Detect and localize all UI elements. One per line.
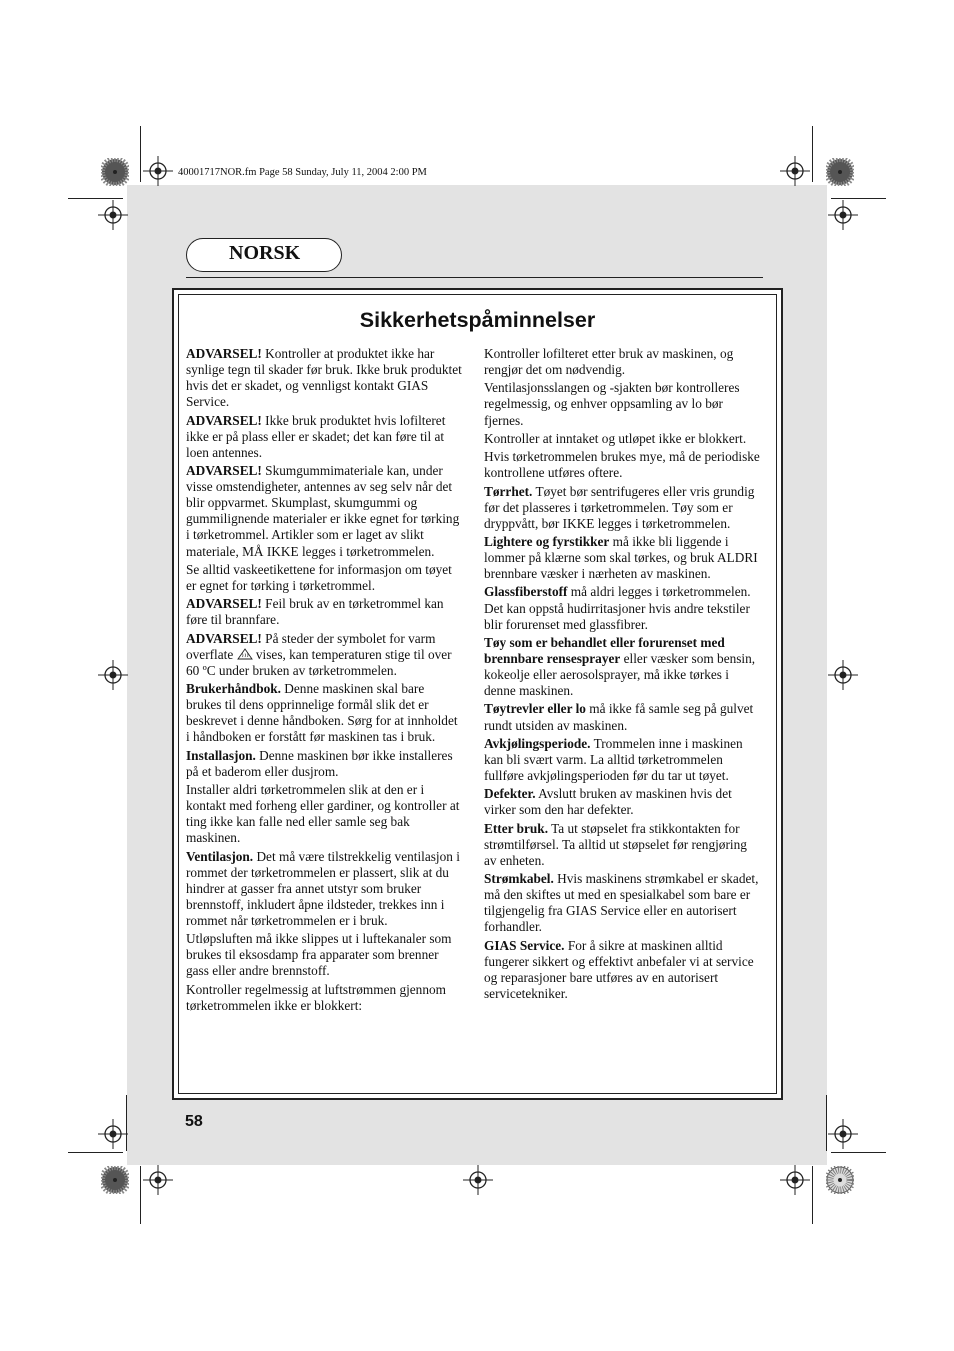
paragraph-text: vises, kan temperaturen stige til over 60 ºC under bruken av tørketrommelen. xyxy=(186,646,452,678)
paragraph-heading: Etter bruk. xyxy=(484,820,549,836)
paragraph-text: Kontroller at produktet ikke har synlige tegn til skader før bruk. Ikke bruk produktet hvis det er skadet, og vennligst kontakt GIAS Service. xyxy=(186,346,462,410)
paragraph-text: eller væsker som bensin, kokeolje eller aerosolsprayer, må ikke tørkes i denne maskinen. xyxy=(484,651,756,699)
paragraph-text: Se alltid vaskeetikettene for informasjon om tøyet er egnet for tørking i tørketrommel. xyxy=(186,561,452,593)
paragraph-text: Hvis tørketrommelen brukes mye, må de periodiske kontrollene utføres oftere. xyxy=(484,449,760,481)
paragraph xyxy=(186,748,462,780)
crop-line xyxy=(831,198,886,199)
header-rule xyxy=(186,277,763,278)
registration-mark-icon xyxy=(828,660,858,690)
language-label: NORSK xyxy=(229,242,301,264)
paragraph xyxy=(186,413,462,461)
paragraph-text: Avslutt bruken av maskinen hvis det virker som den har defekter. xyxy=(484,786,732,818)
paragraph-text: må ikke få samle seg på gulvet rundt utsiden av maskinen. xyxy=(484,701,754,733)
starburst-target-icon xyxy=(101,158,129,186)
paragraph-text: Installer aldri tørketrommelen slik at den er i kontakt med forheng eller gardiner, og kontroller at ting ikke kan falle ned eller samle seg bak maskinen. xyxy=(186,781,460,846)
crop-line xyxy=(812,1166,813,1224)
paragraph-text: Det må være tilstrekkelig ventilasjon i rommet der tørketrommelen er plassert, slik at du hindrer at gasser fra annet utstyr som bruker brennstoff, inkludert åpne ildsteder, trekkes inn i rommet når tørketrommelen er i bruk. xyxy=(186,848,460,928)
paragraph-text: Ta ut støpselet fra stikkontakten for strømtilførsel. Ta alltid ut støpselet før rengjøring av enheten. xyxy=(484,820,747,868)
paragraph-text: For å sikre at maskinen alltid fungerer sikkert og effektivt anbefaler vi at service og reparasjoner bare utføres av en autorisert servicetekniker. xyxy=(484,937,754,1001)
paragraph xyxy=(186,346,462,410)
paragraph-text: Trommelen inne i maskinen kan bli svært varm. La alltid tørketrommelen fullføre avkjølingsperioden før du tar ut tøyet. xyxy=(484,735,743,784)
paragraph-text: Kontroller at inntaket og utløpet ikke er blokkert. xyxy=(484,430,747,446)
crop-line xyxy=(140,126,141,182)
left-column xyxy=(186,346,462,1016)
paragraph-heading: Brukerhåndbok. xyxy=(186,681,281,696)
starburst-target-icon xyxy=(826,158,854,186)
paragraph xyxy=(484,871,762,935)
paragraph-text: Denne maskinen bør ikke installeres på et baderom eller dusjrom. xyxy=(186,747,453,779)
paragraph-text: Kontroller lofilteret etter bruk av maskinen, og rengjør det om nødvendig. xyxy=(484,346,734,378)
language-tab xyxy=(186,238,342,272)
paragraph-text: må ikke bli liggende i lommer på klærne som skal tørkes, og bruk ALDRI brennbare væsker i nærheten av maskinen. xyxy=(484,533,758,582)
paragraph-text: Skumgummimateriale kan, under visse omstendigheter, antennes av seg selv når det blir oppvarmet. Skumplast, skumgummi og gummilignende materialer er ikke egnet for tørking i tørketrommel. Artikler som er laget av slikt materiale, MÅ IKKE legges i tørketrommelen. xyxy=(186,463,460,559)
paragraph-text: På steder der symbolet for varm overflate xyxy=(186,630,436,662)
paragraph-heading: Avkjølingsperiode. xyxy=(484,735,591,751)
paragraph-heading: Ventilasjon. xyxy=(186,848,254,864)
paragraph-text: Utløpsluften må ikke slippes ut i luftekanaler som brukes til eksosdamp fra apparater som brenner gass eller andre brennstoff. xyxy=(186,931,452,979)
paragraph-heading: Tørrhet. xyxy=(484,483,533,499)
paragraph-text: må aldri legges i tørketrommelen. Det kan oppstå hudirritasjoner hvis andre tekstiler blir forurenset med glassfibrer. xyxy=(484,584,751,632)
paragraph xyxy=(186,562,462,594)
paragraph-heading: ADVARSEL! xyxy=(186,346,262,361)
paragraph xyxy=(484,431,762,447)
paragraph xyxy=(484,938,762,1002)
paragraph-heading: GIAS Service. xyxy=(484,937,565,953)
paragraph xyxy=(186,931,462,979)
paragraph-text: Feil bruk av en tørketrommel kan føre til brannfare. xyxy=(186,596,444,628)
paragraph-heading: ADVARSEL! xyxy=(186,412,262,428)
paragraph xyxy=(186,681,462,745)
paragraph xyxy=(484,484,762,532)
crop-line xyxy=(68,198,123,199)
paragraph-text: Denne maskinen skal bare brukes til dens opprinnelige formål slik det er beskrevet i denne håndboken. Sørg for at innholdet i håndboken er forstått før maskinen tas i bruk. xyxy=(186,681,458,745)
paragraph xyxy=(484,380,762,428)
paragraph-text: Kontroller regelmessig at luftstrømmen gjennom tørketrommelen ikke er blokkert: xyxy=(186,981,446,1013)
paragraph-heading: Installasjon. xyxy=(186,747,256,763)
starburst-target-icon xyxy=(101,1166,129,1194)
crop-line xyxy=(140,1166,141,1224)
registration-mark-icon xyxy=(828,200,858,230)
paragraph-heading: Strømkabel. xyxy=(484,871,554,887)
paragraph xyxy=(186,849,462,929)
paragraph xyxy=(484,449,762,481)
registration-mark-icon xyxy=(780,156,810,186)
registration-mark-icon xyxy=(143,1165,173,1195)
paragraph xyxy=(186,463,462,560)
paragraph-text: Ventilasjonsslangen og -sjakten bør kontrolleres regelmessig, og enhver oppsamling av lo bør fjernes. xyxy=(484,380,740,428)
registration-mark-icon xyxy=(98,1119,128,1149)
crop-line xyxy=(68,1152,123,1153)
paragraph xyxy=(186,982,462,1014)
file-metadata: 40001717NOR.fm Page 58 Sunday, July 11, 2004 2:00 PM xyxy=(178,167,427,178)
right-column xyxy=(484,346,762,1004)
paragraph-heading: ADVARSEL! xyxy=(186,596,262,612)
paragraph xyxy=(186,596,462,628)
paragraph-heading: ADVARSEL! xyxy=(186,630,262,646)
paragraph-heading: Lightere og fyrstikker xyxy=(484,533,610,549)
page-title: Sikkerhetspåminnelser xyxy=(359,308,596,332)
crop-line xyxy=(826,1095,827,1151)
paragraph xyxy=(484,786,762,818)
paragraph-heading: Defekter. xyxy=(484,786,536,802)
paragraph xyxy=(484,584,762,632)
paragraph xyxy=(186,631,462,679)
paragraph-text: Ikke bruk produktet hvis lofilteret ikke er på plass eller er skadet; det kan føre til at loen antennes. xyxy=(186,412,446,460)
crop-line xyxy=(812,126,813,182)
registration-mark-icon xyxy=(98,660,128,690)
hot-surface-icon xyxy=(237,648,253,660)
paragraph xyxy=(484,346,762,378)
safety-box xyxy=(172,288,783,1100)
registration-mark-icon xyxy=(98,200,128,230)
paragraph xyxy=(484,736,762,784)
page-number: 58 xyxy=(185,1113,203,1130)
crop-line xyxy=(831,1152,886,1153)
registration-mark-icon xyxy=(463,1165,493,1195)
paragraph xyxy=(484,821,762,869)
paragraph xyxy=(484,534,762,582)
paragraph-heading: Tøytrevler eller lo xyxy=(484,701,586,717)
paragraph xyxy=(484,701,762,733)
paragraph xyxy=(186,782,462,846)
registration-mark-icon xyxy=(780,1165,810,1195)
paragraph-heading: ADVARSEL! xyxy=(186,463,262,479)
registration-mark-icon xyxy=(828,1119,858,1149)
paragraph-heading: Glassfiberstoff xyxy=(484,584,568,600)
paragraph-heading: Tøy som er behandlet eller forurenset med brennbare rensesprayer xyxy=(484,634,725,666)
paragraph-text: Tøyet bør sentrifugeres eller vris grundig før det plasseres i tørketrommelen. Tøy som er dryppvått, bør IKKE legges i tørketrommelen. xyxy=(484,483,755,531)
starburst-target-icon xyxy=(826,1166,854,1194)
paragraph-text: Hvis maskinens strømkabel er skadet, må den skiftes ut med en spesialkabel som bare er tilgjengelig fra GIAS Service eller en autorisert forhandler. xyxy=(484,871,759,935)
paragraph xyxy=(484,635,762,699)
registration-mark-icon xyxy=(143,156,173,186)
